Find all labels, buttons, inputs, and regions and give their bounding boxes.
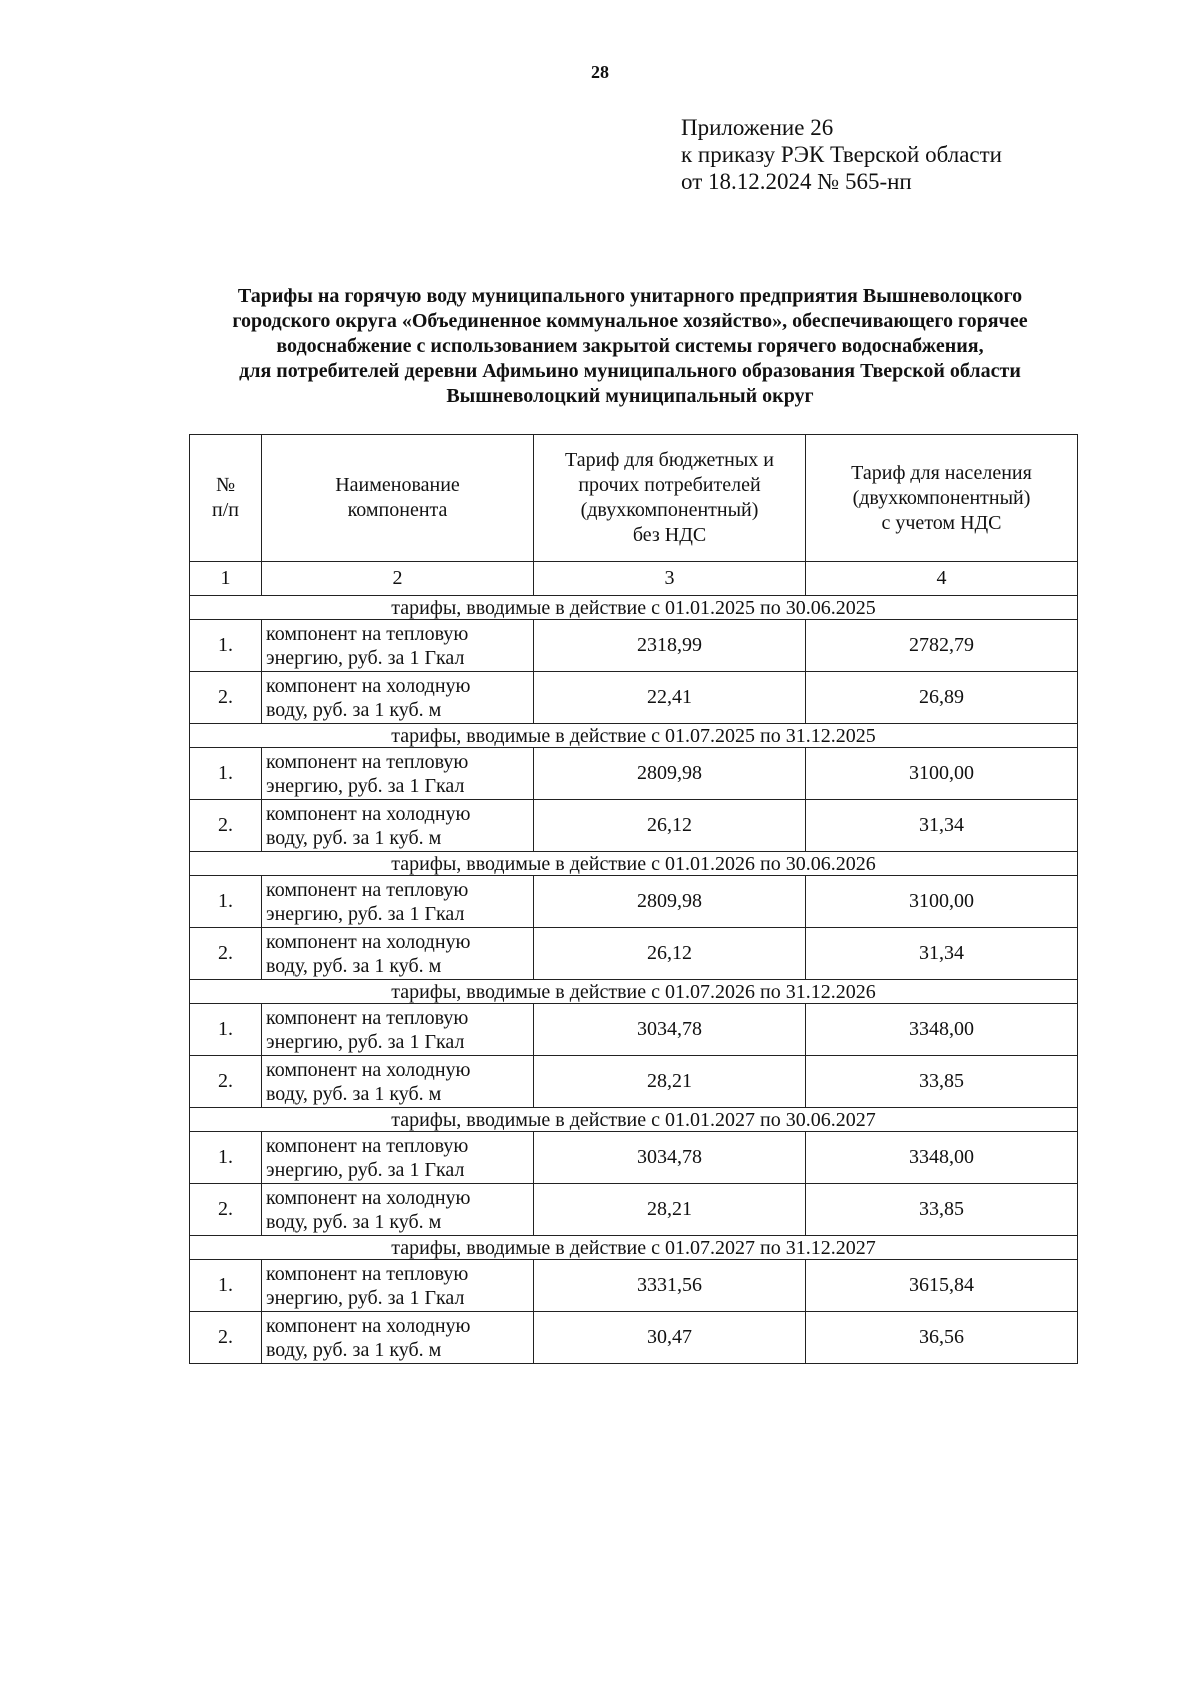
budget-tariff-value: 22,41: [534, 672, 806, 724]
population-tariff-value: 26,89: [806, 672, 1078, 724]
component-name-line: компонент на тепловую: [266, 878, 469, 901]
budget-tariff-value: 26,12: [534, 800, 806, 852]
population-tariff-value: 3100,00: [806, 876, 1078, 928]
budget-tariff-value: 3034,78: [534, 1132, 806, 1184]
row-number: 2.: [190, 1056, 262, 1108]
title-line: Вышневолоцкий муниципальный округ: [446, 385, 814, 407]
population-tariff-value: 36,56: [806, 1312, 1078, 1364]
row-number: 2.: [190, 928, 262, 980]
component-name: [262, 672, 534, 724]
column-number: 4: [806, 562, 1078, 596]
population-tariff-value: 3348,00: [806, 1132, 1078, 1184]
title-line: для потребителей деревни Афимьино муниципального образования Тверской области: [239, 360, 1021, 382]
component-name-line: энергию, руб. за 1 Гкал: [266, 1158, 465, 1181]
row-number: 1.: [190, 748, 262, 800]
row-number: 2.: [190, 800, 262, 852]
header-line: компонента: [347, 499, 448, 521]
component-name-line: энергию, руб. за 1 Гкал: [266, 902, 465, 925]
row-number: 2.: [190, 672, 262, 724]
table-row: [190, 928, 1078, 980]
row-number: 2.: [190, 1312, 262, 1364]
budget-tariff-value: 30,47: [534, 1312, 806, 1364]
section-header-row: [190, 1108, 1078, 1132]
component-name: [262, 1260, 534, 1312]
header-line: Наименование: [335, 474, 460, 496]
column-number: 3: [534, 562, 806, 596]
appendix-block: [681, 114, 1002, 195]
budget-tariff-value: 2809,98: [534, 876, 806, 928]
header-line: без НДС: [632, 524, 707, 546]
row-number: 2.: [190, 1184, 262, 1236]
component-name-line: воду, руб. за 1 куб. м: [266, 954, 442, 977]
title-line: Тарифы на горячую воду муниципального унитарного предприятия Вышневолоцкого: [237, 285, 1023, 307]
component-name: [262, 1184, 534, 1236]
component-name-line: энергию, руб. за 1 Гкал: [266, 1030, 465, 1053]
population-tariff-value: 3348,00: [806, 1004, 1078, 1056]
budget-tariff-value: 2809,98: [534, 748, 806, 800]
population-tariff-value: 33,85: [806, 1056, 1078, 1108]
section-header-row: [190, 724, 1078, 748]
table-row: [190, 1312, 1078, 1364]
header-line: Тариф для бюджетных и: [565, 449, 774, 471]
row-number: 1.: [190, 876, 262, 928]
budget-tariff-value: 28,21: [534, 1184, 806, 1236]
component-name-line: энергию, руб. за 1 Гкал: [266, 774, 465, 797]
title-line: водоснабжение с использованием закрытой системы горячего водоснабжения,: [276, 335, 984, 357]
table-row: [190, 800, 1078, 852]
table-row: [190, 620, 1078, 672]
component-name: [262, 928, 534, 980]
population-tariff-value: 2782,79: [806, 620, 1078, 672]
appendix-line: от 18.12.2024 № 565-нп: [681, 169, 912, 194]
table-row: [190, 1056, 1078, 1108]
component-name: [262, 1004, 534, 1056]
section-title: тарифы, вводимые в действие с 01.07.2027 по 31.12.2027: [190, 1236, 1078, 1260]
table-row: [190, 748, 1078, 800]
column-number: 1: [190, 562, 262, 596]
budget-tariff-value: 26,12: [534, 928, 806, 980]
table-row: [190, 1184, 1078, 1236]
row-number: 1.: [190, 1260, 262, 1312]
section-header-row: [190, 852, 1078, 876]
tariff-table-body: [190, 596, 1078, 1364]
header-line: с учетом НДС: [881, 511, 1002, 534]
component-name: [262, 748, 534, 800]
header-line: (двухкомпонентный): [852, 486, 1031, 509]
document-title: [150, 284, 1110, 409]
component-name-line: компонент на тепловую: [266, 750, 469, 773]
row-number: 1.: [190, 620, 262, 672]
column-number-row: [190, 562, 1078, 596]
section-title: тарифы, вводимые в действие с 01.01.2025 по 30.06.2025: [190, 596, 1078, 620]
component-name-line: энергию, руб. за 1 Гкал: [266, 1286, 465, 1309]
component-name-line: воду, руб. за 1 куб. м: [266, 1082, 442, 1105]
table-row: [190, 1132, 1078, 1184]
budget-tariff-value: 2318,99: [534, 620, 806, 672]
component-name: [262, 800, 534, 852]
section-title: тарифы, вводимые в действие с 01.01.2027 по 30.06.2027: [190, 1108, 1078, 1132]
section-title: тарифы, вводимые в действие с 01.07.2025 по 31.12.2025: [190, 724, 1078, 748]
component-name-line: компонент на тепловую: [266, 622, 469, 645]
table-row: [190, 1260, 1078, 1312]
header-budget-tariff: [534, 435, 806, 562]
component-name-line: воду, руб. за 1 куб. м: [266, 1338, 442, 1361]
component-name-line: компонент на холодную: [266, 1186, 471, 1209]
section-header-row: [190, 980, 1078, 1004]
table-row: [190, 876, 1078, 928]
component-name-line: воду, руб. за 1 куб. м: [266, 698, 442, 721]
component-name-line: компонент на тепловую: [266, 1006, 469, 1029]
appendix-line: к приказу РЭК Тверской области: [681, 142, 1002, 167]
tariff-table: [189, 434, 1078, 1364]
population-tariff-value: 31,34: [806, 800, 1078, 852]
page-number: 28: [591, 62, 609, 82]
population-tariff-value: 33,85: [806, 1184, 1078, 1236]
header-number: [190, 435, 262, 562]
population-tariff-value: 3615,84: [806, 1260, 1078, 1312]
section-header-row: [190, 1236, 1078, 1260]
section-title: тарифы, вводимые в действие с 01.07.2026 по 31.12.2026: [190, 980, 1078, 1004]
header-population-tariff: [806, 435, 1078, 562]
header-line: (двухкомпонентный): [580, 499, 759, 521]
component-name-line: компонент на холодную: [266, 1058, 471, 1081]
table-row: [190, 1004, 1078, 1056]
row-number: 1.: [190, 1004, 262, 1056]
component-name: [262, 1132, 534, 1184]
component-name-line: компонент на тепловую: [266, 1262, 469, 1285]
component-name-line: энергию, руб. за 1 Гкал: [266, 646, 465, 669]
header-component-name: [262, 435, 534, 562]
header-line: Тариф для населения: [851, 461, 1032, 484]
component-name: [262, 1312, 534, 1364]
component-name-line: воду, руб. за 1 куб. м: [266, 826, 442, 849]
population-tariff-value: 31,34: [806, 928, 1078, 980]
population-tariff-value: 3100,00: [806, 748, 1078, 800]
component-name: [262, 620, 534, 672]
component-name-line: компонент на холодную: [266, 930, 471, 953]
budget-tariff-value: 3331,56: [534, 1260, 806, 1312]
section-title: тарифы, вводимые в действие с 01.01.2026 по 30.06.2026: [190, 852, 1078, 876]
column-number: 2: [262, 562, 534, 596]
component-name-line: компонент на холодную: [266, 802, 471, 825]
budget-tariff-value: 28,21: [534, 1056, 806, 1108]
component-name-line: компонент на тепловую: [266, 1134, 469, 1157]
header-line: №: [215, 474, 236, 496]
appendix-line: Приложение 26: [681, 115, 834, 140]
budget-tariff-value: 3034,78: [534, 1004, 806, 1056]
title-line: городского округа «Объединенное коммунальное хозяйство», обеспечивающего горячее: [232, 310, 1028, 332]
row-number: 1.: [190, 1132, 262, 1184]
component-name: [262, 876, 534, 928]
section-header-row: [190, 596, 1078, 620]
header-line: прочих потребителей: [578, 474, 761, 496]
component-name-line: компонент на холодную: [266, 674, 471, 697]
component-name-line: воду, руб. за 1 куб. м: [266, 1210, 442, 1233]
table-header-row: [190, 435, 1078, 562]
component-name: [262, 1056, 534, 1108]
component-name-line: компонент на холодную: [266, 1314, 471, 1337]
table-row: [190, 672, 1078, 724]
header-line: п/п: [212, 499, 239, 521]
